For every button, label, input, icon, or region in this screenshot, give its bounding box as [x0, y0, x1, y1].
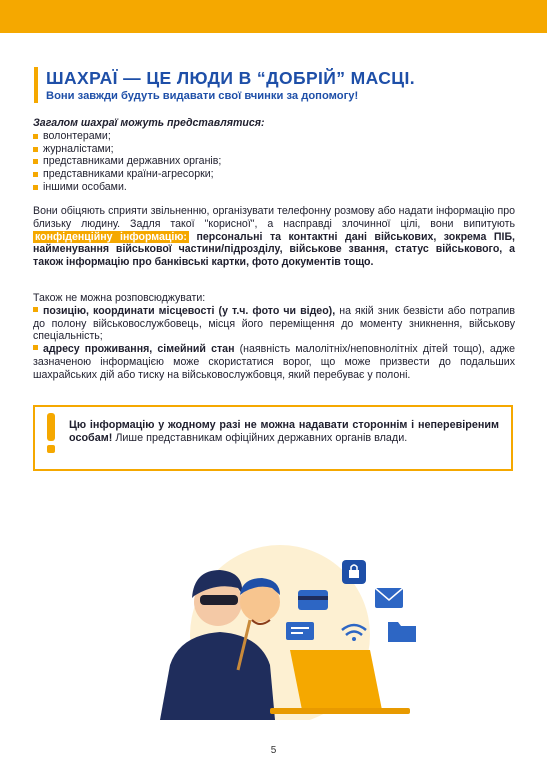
- title-block: [34, 67, 526, 103]
- bullet-square-icon: [33, 345, 38, 350]
- page-number: 5: [270, 745, 277, 756]
- list-item: представниками країни-агресорки;: [33, 168, 515, 181]
- impersonation-list-heading: Загалом шахраї можуть представлятися:: [33, 117, 265, 129]
- confidential-info-details: персональні та контактні дані військових, зокрема ПІБ, найменування військової частини/підрозділу, військове звання, статус військового, а також інформацію про банківські картки, фото документів тощо.: [33, 230, 515, 269]
- credit-card-icon: [298, 590, 328, 610]
- warning-text: [69, 419, 499, 445]
- impersonation-list-section: [33, 117, 515, 194]
- do-not-share-lead: Також не можна розповсюджувати:: [33, 292, 206, 304]
- do-not-share-paragraph: [33, 292, 515, 382]
- id-card-icon: [286, 622, 314, 640]
- impersonation-list: [33, 130, 515, 194]
- page-subtitle: Вони завжди будуть видавати свої вчинки за допомогу!: [46, 90, 359, 102]
- list-item: журналістами;: [33, 143, 515, 156]
- warning-bold-text: Цю інформацію у жодному разі не можна надавати стороннім і неперевіреним особам!: [69, 419, 499, 444]
- folder-icon: [388, 622, 416, 642]
- warning-rest-text: Лише представникам офіційних державних органів влади.: [115, 432, 408, 444]
- envelope-icon: [375, 588, 403, 608]
- exclamation-icon: [44, 413, 58, 453]
- paragraph-lead: Вони обіцяють сприяти звільненню, організувати телефонну розмову або надати інформацію про близьку людину. Задля такої "корисної", а насправді злочинної цілі, вони випитують: [33, 205, 515, 230]
- bullet-square-icon: [33, 307, 38, 312]
- scam-description-paragraph: [33, 205, 515, 269]
- list-item: представниками державних органів;: [33, 155, 515, 168]
- lock-icon: [342, 560, 366, 584]
- confidential-info-highlight: конфіденційну інформацію:: [35, 230, 187, 243]
- item-text: (наявність малолітніх/неповнолітніх дітей тощо), адже зазначеною інформацією може скористатися ворог, що може призвести до подальших шахрайських дій або тиску на військовослужбовця, який перебуває у полоні.: [33, 343, 515, 381]
- do-not-share-item-location: [33, 305, 515, 343]
- item-text: на якій зник безвісти або потрапив до полону військовослужбовець, місця його переміщення до моменту зникнення, військову спеціальність;: [33, 304, 515, 343]
- warning-box: [33, 405, 513, 471]
- page-title: ШАХРАЇ — ЦЕ ЛЮДИ В “ДОБРІЙ” МАСЦІ.: [46, 68, 415, 88]
- item-bold-text: позицію, координати місцевості (у т.ч. фото чи відео),: [43, 304, 336, 317]
- list-item: волонтерами;: [33, 130, 515, 143]
- list-item: іншими особами.: [33, 181, 515, 194]
- do-not-share-item-address: [33, 343, 515, 381]
- top-accent-bar: [0, 0, 547, 33]
- item-bold-text: адресу проживання, сімейний стан: [43, 343, 235, 356]
- scammer-illustration: [120, 540, 440, 720]
